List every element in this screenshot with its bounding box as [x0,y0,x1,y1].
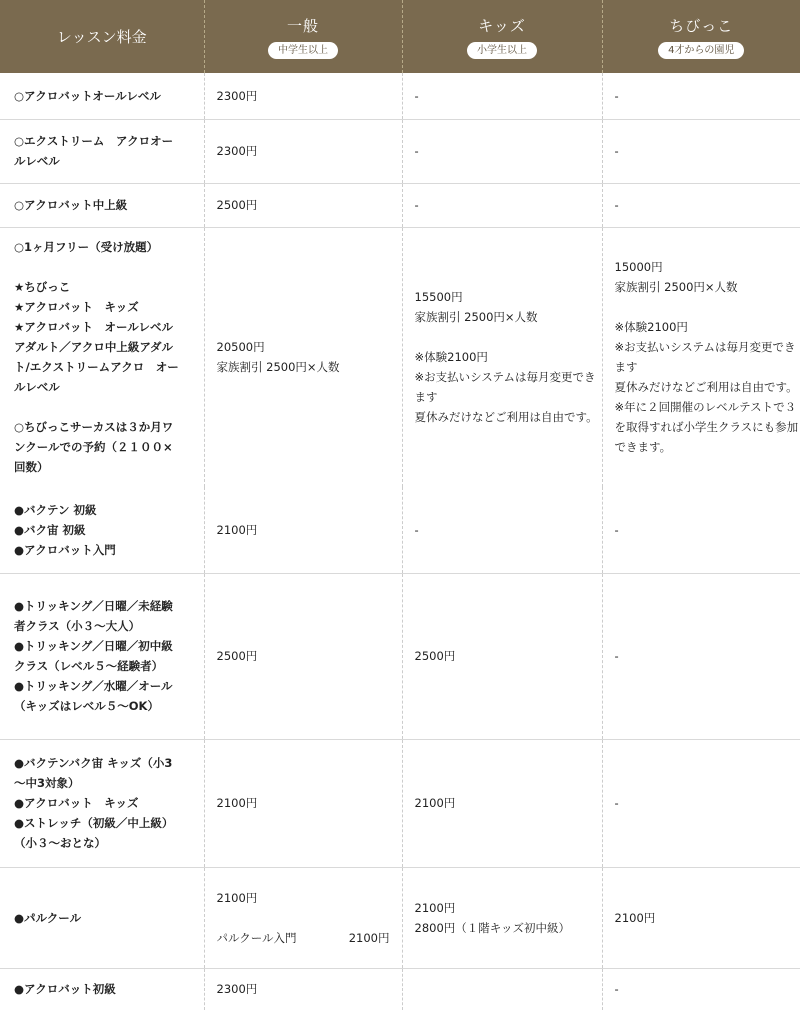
price-kids: - [402,73,602,119]
price-ippan: 2100円 [204,739,402,867]
lesson-name: ●アクロバット初級 [0,968,204,1010]
price-kids: - [402,183,602,227]
price-chibikko: - [602,119,800,183]
header-kids-name: キッズ [403,15,602,36]
lesson-name: ○1ヶ月フリー（受け放題） ★ちびっこ ★アクロバット キッズ ★アクロバット オールレベル アダルト／アクロ中上級アダルト/エクストリームアクロ オールレベル ○ちびっこサーカスは３か月ワンクールでの予約（２１００×回数） [0,227,204,487]
price-kids: - [402,487,602,573]
price-chibikko: - [602,487,800,573]
lesson-name: ○エクストリーム アクロオールレベル [0,119,204,183]
price-ippan: 2300円 [204,968,402,1010]
price-kids: 15500円 家族割引 2500円×人数 ※体験2100円 ※お支払いシステムは毎月変更できます 夏休みだけなどご利用は自由です。 [402,227,602,487]
price-ippan: 20500円 家族割引 2500円×人数 [204,227,402,487]
header-chibikko-name: ちびっこ [603,15,800,36]
price-ippan: 2300円 [204,73,402,119]
header-ippan [204,0,402,73]
lesson-name: ○アクロバットオールレベル [0,73,204,119]
lesson-name: ●バクテンバク宙 キッズ（小3～中3対象） ●アクロバット キッズ ●ストレッチ（初級／中上級）（小３～おとな） [0,739,204,867]
lesson-name: ●パルクール [0,867,204,968]
price-chibikko: - [602,968,800,1010]
table-row [0,73,800,119]
price-ippan: 2100円 [204,487,402,573]
price-chibikko: - [602,573,800,739]
price-ippan-sub-label: パルクール入門 [217,928,297,948]
price-ippan-main: 2100円 [217,888,402,908]
price-chibikko: - [602,739,800,867]
header-ippan-name: 一般 [205,15,402,36]
price-ippan: 2500円 [204,183,402,227]
price-kids [402,968,602,1010]
header-chibikko-badge: 4才からの園児 [658,42,744,59]
price-ippan: 2300円 [204,119,402,183]
price-kids: - [402,119,602,183]
table-row [0,739,800,867]
price-ippan [204,867,402,968]
price-ippan-sub [217,928,402,948]
table-row [0,867,800,968]
table-row [0,227,800,487]
table-row [0,183,800,227]
header-ippan-badge: 中学生以上 [268,42,338,59]
lesson-name: ●バクテン 初級 ●バク宙 初級 ●アクロバット入門 [0,487,204,573]
header-chibikko [602,0,800,73]
price-chibikko: - [602,183,800,227]
price-kids: 2100円 2800円（１階キッズ初中級） [402,867,602,968]
price-chibikko: - [602,73,800,119]
header-row [0,0,800,73]
table-row [0,573,800,739]
header-kids [402,0,602,73]
table-row [0,968,800,1010]
price-kids: 2500円 [402,573,602,739]
price-chibikko: 15000円 家族割引 2500円×人数 ※体験2100円 ※お支払いシステムは毎月変更できます 夏休みだけなどご利用は自由です。 ※年に２回開催のレベルテストで３を取得すれば小学生クラスにも参加できます。 [602,227,800,487]
price-ippan: 2500円 [204,573,402,739]
price-chibikko: 2100円 [602,867,800,968]
price-ippan-sub-price: 2100円 [349,928,390,948]
table-row [0,119,800,183]
lesson-name: ○アクロバット中上級 [0,183,204,227]
table-row [0,487,800,573]
header-lesson-fee: レッスン料金 [0,0,204,73]
price-kids: 2100円 [402,739,602,867]
header-kids-badge: 小学生以上 [467,42,537,59]
lesson-name: ●トリッキング／日曜／未経験者クラス（小３～大人） ●トリッキング／日曜／初中級クラス（レベル５～経験者） ●トリッキング／水曜／オール（キッズはレベル５～OK） [0,573,204,739]
